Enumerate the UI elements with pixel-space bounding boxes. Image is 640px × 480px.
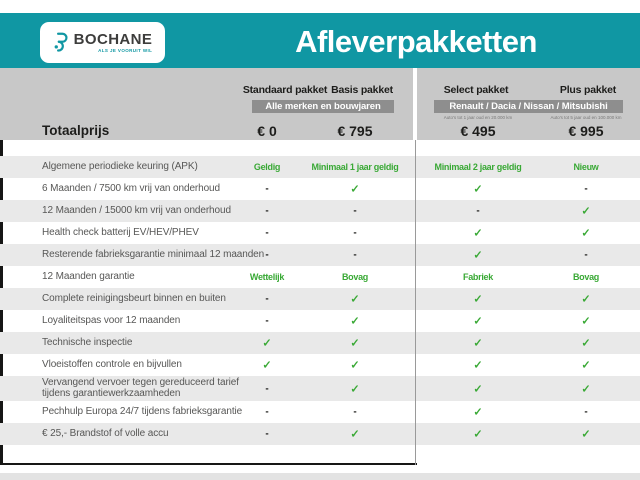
cell-standaard: - — [265, 293, 269, 305]
cell-plus: ✓ — [581, 337, 591, 350]
table-row — [0, 222, 640, 244]
cell-standaard: ✓ — [262, 337, 272, 350]
feature-label: Algemene periodieke keuring (APK) — [42, 160, 198, 172]
feature-label: Pechhulp Europa 24/7 tijdens fabrieksgarantie — [42, 405, 243, 417]
cell-plus: - — [584, 249, 588, 261]
cell-plus: ✓ — [581, 359, 591, 372]
cell-standaard: ✓ — [262, 359, 272, 372]
package-table-body — [0, 156, 640, 445]
feature-label: Vervangend vervoer tegen gereduceerd tarief tijdens garantiewerkzaamheden — [42, 377, 239, 399]
cell-plus: ✓ — [581, 383, 591, 395]
cell-basis: ✓ — [350, 183, 360, 196]
plus-subtitle: Auto's tot 5 jaar oud en 100.000 km — [550, 115, 622, 120]
cell-standaard: - — [265, 227, 269, 239]
cell-standaard: - — [265, 383, 269, 394]
cell-basis: ✓ — [350, 315, 360, 328]
cell-basis: - — [353, 249, 357, 261]
column-header-standaard: Standaard pakket — [242, 84, 328, 96]
cell-select: ✓ — [473, 293, 483, 306]
select-subtitle: Auto's tot 1 jaar oud en 20.000 km — [443, 115, 513, 120]
cell-standaard: - — [265, 249, 269, 261]
feature-label: Health check batterij EV/HEV/PHEV — [42, 226, 199, 238]
cell-select: Minimaal 2 jaar geldig — [434, 162, 522, 172]
price-standaard: € 0 — [257, 123, 277, 139]
price-basis: € 795 — [337, 123, 373, 139]
table-bottom-border — [0, 445, 417, 465]
packages-header — [0, 68, 640, 140]
cell-plus: - — [584, 183, 588, 195]
cell-basis: ✓ — [350, 428, 360, 441]
cell-select: Fabriek — [463, 272, 493, 282]
table-row — [0, 200, 640, 222]
cell-basis: ✓ — [350, 359, 360, 372]
table-top-gap — [0, 140, 640, 156]
top-margin — [0, 0, 640, 13]
cell-standaard: - — [265, 183, 269, 195]
cell-standaard: Geldig — [253, 162, 281, 172]
table-row — [0, 288, 640, 310]
table-row — [0, 244, 640, 266]
table-row — [0, 156, 640, 178]
feature-label: Vloeistoffen controle en bijvullen — [42, 358, 182, 370]
cell-select: ✓ — [473, 428, 483, 441]
header-bar — [0, 13, 640, 68]
table-row — [0, 178, 640, 200]
logo-name: BOCHANE — [73, 31, 153, 48]
feature-label: 12 Maanden garantie — [42, 270, 135, 282]
bochane-logo-icon — [53, 31, 69, 54]
table-row — [0, 401, 640, 423]
cell-plus: ✓ — [581, 315, 591, 328]
table-row — [0, 310, 640, 332]
cell-plus: ✓ — [581, 205, 591, 218]
cell-basis: - — [353, 227, 357, 239]
logo — [40, 22, 165, 63]
feature-label: Loyaliteitspas voor 12 maanden — [42, 314, 181, 326]
cell-basis: ✓ — [350, 293, 360, 306]
cell-select: ✓ — [473, 359, 483, 372]
cell-plus: - — [584, 406, 588, 418]
cell-select: ✓ — [473, 249, 483, 262]
cell-select: ✓ — [473, 227, 483, 240]
price-select: € 495 — [460, 123, 496, 139]
cell-standaard: - — [265, 428, 269, 440]
column-group-divider-line — [415, 140, 416, 465]
cell-plus: ✓ — [581, 293, 591, 306]
cell-select: ✓ — [473, 337, 483, 350]
feature-label: Complete reinigingsbeurt binnen en buiten — [42, 292, 226, 304]
group-badge-renault-group: Renault / Dacia / Nissan / Mitsubishi — [434, 100, 623, 113]
cell-plus: ✓ — [581, 428, 591, 441]
column-header-plus: Plus pakket — [559, 84, 617, 96]
total-price-label: Totaalprijs — [42, 123, 110, 138]
column-header-basis: Basis pakket — [331, 84, 393, 96]
table-row — [0, 332, 640, 354]
feature-label: € 25,- Brandstof of volle accu — [42, 427, 169, 439]
cell-select: ✓ — [473, 315, 483, 328]
column-header-select: Select pakket — [443, 84, 509, 96]
cell-standaard: - — [265, 315, 269, 327]
cell-plus: Bovag — [572, 272, 599, 282]
feature-label: Technische inspectie — [42, 336, 133, 348]
table-row — [0, 376, 640, 401]
feature-label: 12 Maanden / 15000 km vrij van onderhoud — [42, 204, 231, 216]
cell-select: ✓ — [473, 406, 483, 419]
group-badge-all-brands: Alle merken en bouwjaren — [252, 100, 394, 113]
cell-basis: - — [353, 406, 357, 418]
cell-basis: Bovag — [341, 272, 368, 282]
cell-standaard: Wettelijk — [249, 272, 285, 282]
cell-select: ✓ — [473, 183, 483, 196]
table-row — [0, 266, 640, 288]
cell-basis: ✓ — [350, 383, 360, 395]
table-row — [0, 354, 640, 376]
cell-standaard: - — [265, 406, 269, 418]
cell-basis: Minimaal 1 jaar geldig — [311, 162, 399, 172]
cell-select: - — [476, 205, 480, 217]
bottom-margin — [0, 473, 640, 480]
page-title: Afleverpakketten — [295, 24, 537, 59]
cell-plus: Nieuw — [573, 162, 599, 172]
price-plus: € 995 — [568, 123, 604, 139]
table-row — [0, 423, 640, 445]
cell-standaard: - — [265, 205, 269, 217]
cell-select: ✓ — [473, 383, 483, 395]
feature-label: 6 Maanden / 7500 km vrij van onderhoud — [42, 182, 220, 194]
logo-tagline: ALS JE VOORUIT WIL — [98, 48, 153, 53]
feature-label: Resterende fabrieksgarantie minimaal 12 maanden — [42, 248, 265, 260]
cell-basis: ✓ — [350, 337, 360, 350]
cell-basis: - — [353, 205, 357, 217]
cell-plus: ✓ — [581, 227, 591, 240]
